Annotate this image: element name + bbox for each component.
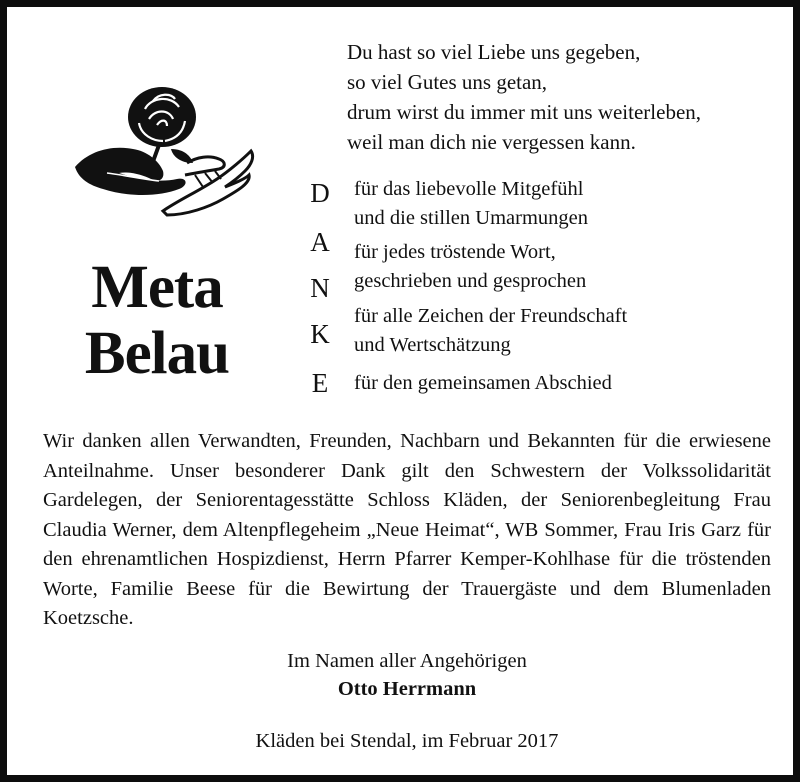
- poem-line: Du hast so viel Liebe uns gegeben,: [347, 40, 641, 64]
- danke-letter: K: [310, 319, 330, 349]
- signature-name: Otto Herrmann: [337, 678, 477, 700]
- poem-line: drum wirst du immer mit uns weiterleben,: [347, 100, 702, 124]
- memorial-poem: [347, 37, 701, 157]
- danke-item: [354, 238, 586, 296]
- place-date: Kläden bei Stendal, im Februar 2017: [255, 730, 559, 752]
- danke-item: [354, 369, 612, 398]
- danke-item: [354, 302, 627, 360]
- danke-item: [354, 175, 588, 233]
- deceased-last-name: Belau: [84, 320, 230, 387]
- rose-in-hands-icon: [67, 79, 257, 229]
- danke-item-line: für jedes tröstende Wort,: [354, 241, 556, 263]
- poem-line: weil man dich nie vergessen kann.: [347, 130, 636, 154]
- danke-item-line: für den gemeinsamen Abschied: [354, 372, 612, 394]
- poem-line: so viel Gutes uns getan,: [347, 70, 548, 94]
- danke-letter: D: [310, 178, 330, 208]
- danke-letter: N: [310, 273, 330, 303]
- danke-letter: A: [310, 227, 330, 257]
- danke-letter: E: [311, 368, 329, 398]
- signature-intro: Im Namen aller Angehörigen: [287, 650, 527, 672]
- danke-item-line: geschrieben und gesprochen: [354, 270, 587, 292]
- deceased-name: [57, 255, 257, 387]
- danke-item-line: für das liebevolle Mitgefühl: [354, 178, 584, 200]
- deceased-first-name: Meta: [91, 254, 223, 321]
- danke-item-line: und Wertschätzung: [354, 334, 511, 356]
- thanks-paragraph: Wir danken allen Verwandten, Freunden, Nachbarn und Bekannten für die erwiesene Anteilnahme. Unser besonderer Dank gilt den Schwestern der Volkssolidarität Gardelegen, der Seniorentagesstätte Schloss Kläden, der Seniorenbegleitung Frau Claudia Werner, dem Altenpflegeheim „Neue Heimat“, WB Sommer, Frau Iris Garz für den ehrenamtlichen Hospizdienst, Herrn Pfarrer Kemper-Kohlhase für die tröstenden Worte, Familie Beese für die Bewirtung der Trauergäste und dem Blumenladen Koetzsche.: [43, 430, 771, 629]
- danke-item-line: und die stillen Umarmungen: [354, 207, 588, 229]
- danke-item-line: für alle Zeichen der Freundschaft: [354, 305, 628, 327]
